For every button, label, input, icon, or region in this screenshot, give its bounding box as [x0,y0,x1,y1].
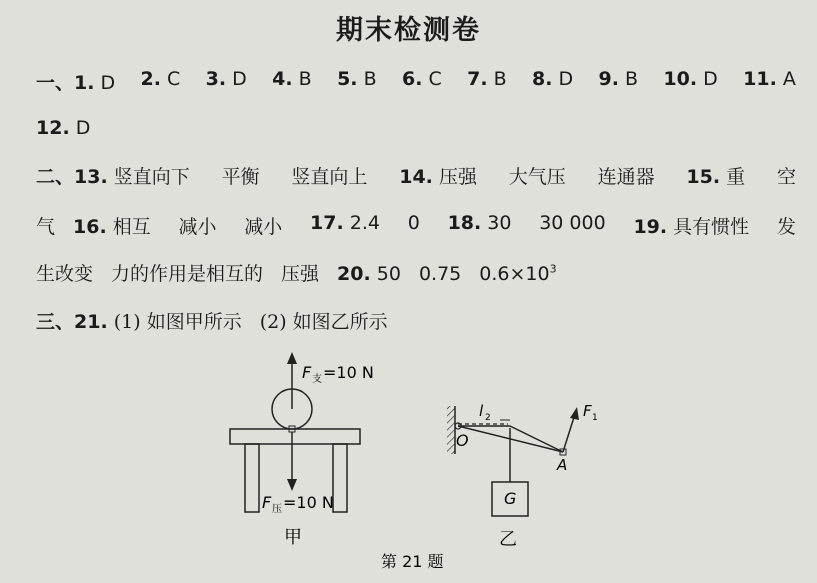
force-f1-arrow [563,414,575,452]
support-force-symbol: F [302,363,312,382]
section3-line1 [36,307,796,334]
point-a-label: A [557,456,568,474]
q1-answer: D [100,72,116,94]
q15-answer1: 重 [726,166,746,188]
q19-answer3: 力的作用是相互的 [111,263,264,285]
q16-answer3: 减小 [244,216,283,238]
q21-part2: (2) 如图乙所示 [259,311,388,333]
q20-answer2: 0.75 [418,263,462,285]
pressure-force-value: =10 N [283,493,334,512]
q11-answer: A [782,68,796,90]
q17-answer1: 2.4 [349,212,380,234]
section2-line1 [36,162,796,189]
force-f1-arrowhead [570,407,579,420]
q20-number: 20. [337,263,371,285]
arm-label-subscript: 2 [485,413,491,423]
figure-caption: 第 21 题 [381,552,444,571]
q4-answer: B [298,68,312,90]
q6-answer: C [428,68,442,90]
page-title: 期末检测卷 [336,15,481,46]
q18-answer2: 30 000 [539,212,606,234]
q8-number: 8. [532,68,553,90]
q15-answer2: 空 [776,166,796,188]
q9 [599,68,639,95]
q7 [467,68,507,95]
q3 [206,68,247,95]
q14-answer1: 压强 [438,166,477,188]
q16-number: 16. [73,216,107,238]
q2-number: 2. [140,68,161,90]
q18 [448,212,512,239]
q20-answer1: 50 [376,263,401,285]
section2-line2 [36,212,796,239]
section1-line1 [36,68,796,95]
q13-answer2: 平衡 [221,166,260,188]
q18-number: 18. [447,212,482,234]
section3-label: 三、 [36,311,75,333]
q2-answer: C [167,68,181,90]
q2 [141,68,181,95]
q19 [633,212,749,239]
q9-answer: B [625,68,639,90]
pivot-label: O [456,431,469,450]
q21-figure [0,340,817,583]
q17 [310,212,380,239]
pressure-force-arrowhead [287,479,297,491]
q3-number: 3. [205,68,227,90]
q12-number: 12. [36,117,70,139]
arm-label: l [479,402,484,420]
support-force-subscript: 支 [312,374,322,385]
q9-number: 9. [598,68,619,90]
q21-number: 21. [74,311,108,333]
figure-b [447,402,598,550]
section1-label: 一、 [36,72,75,94]
table-leg-left [245,444,259,512]
q10 [663,68,717,95]
q19-number: 19. [633,216,668,238]
q10-number: 10. [663,68,698,90]
q4 [272,68,312,95]
q19-answer1: 具有惯性 [673,216,750,238]
q8 [532,68,573,95]
q11-number: 11. [743,68,777,90]
q3-answer: D [232,68,247,90]
q1-number: 1. [74,72,95,94]
q12-answer: D [75,117,91,139]
q19-answer4: 压强 [281,263,320,285]
q19-answer2-cont: 生改变 [36,263,94,285]
section1-line2 [36,117,796,139]
q19-answer2: 发 [776,216,796,238]
q13 [36,162,190,189]
q7-number: 7. [467,68,488,90]
section1-group [36,68,115,95]
q10-answer: D [703,68,718,90]
q15-cont [36,212,151,239]
force-f1-subscript: 1 [592,413,598,423]
q14-number: 14. [399,166,433,188]
q15 [686,162,745,189]
q14-answer3: 连通器 [597,166,655,188]
q6 [402,68,442,95]
q4-number: 4. [272,68,293,90]
wall [447,406,455,454]
q15-answer2-cont: 气 [36,216,56,238]
q7-answer: B [493,68,507,90]
force-f1-label: F [583,402,592,420]
q13-answer1: 竖直向下 [113,166,190,188]
q16-answer1: 相互 [112,216,151,238]
q6-number: 6. [401,68,423,90]
weight-label: G [504,489,517,508]
q5-number: 5. [337,68,358,90]
q13-answer3: 竖直向上 [291,166,368,188]
section2-label: 二、 [36,166,75,188]
figure-a [230,352,374,548]
q5 [337,68,377,95]
support-force-value: =10 N [323,363,374,382]
section2-line3 [36,259,796,286]
q15-number: 15. [686,166,721,188]
q14 [399,162,477,189]
q13-number: 13. [74,166,108,188]
q8-answer: D [558,68,574,90]
figure-a-caption: 甲 [284,527,302,548]
pressure-force-symbol: F [262,493,272,512]
q14-answer2: 大气压 [508,166,566,188]
lever-edge [510,426,563,452]
q16-answer2: 减小 [178,216,217,238]
support-force-arrowhead [287,352,297,364]
q17-answer2: 0 [407,212,420,234]
q5-answer: B [363,68,377,90]
pressure-force-subscript: 压 [272,504,282,515]
figure-b-caption: 乙 [499,529,517,550]
q17-number: 17. [310,212,344,234]
q20-answer3: 0.6×10 [479,263,550,285]
q11 [743,68,796,95]
table-leg-right [333,444,347,512]
q20-answer3-exponent: 3 [549,262,557,276]
q18-answer1: 30 [487,212,512,234]
q21-part1: (1) 如图甲所示 [113,311,242,333]
